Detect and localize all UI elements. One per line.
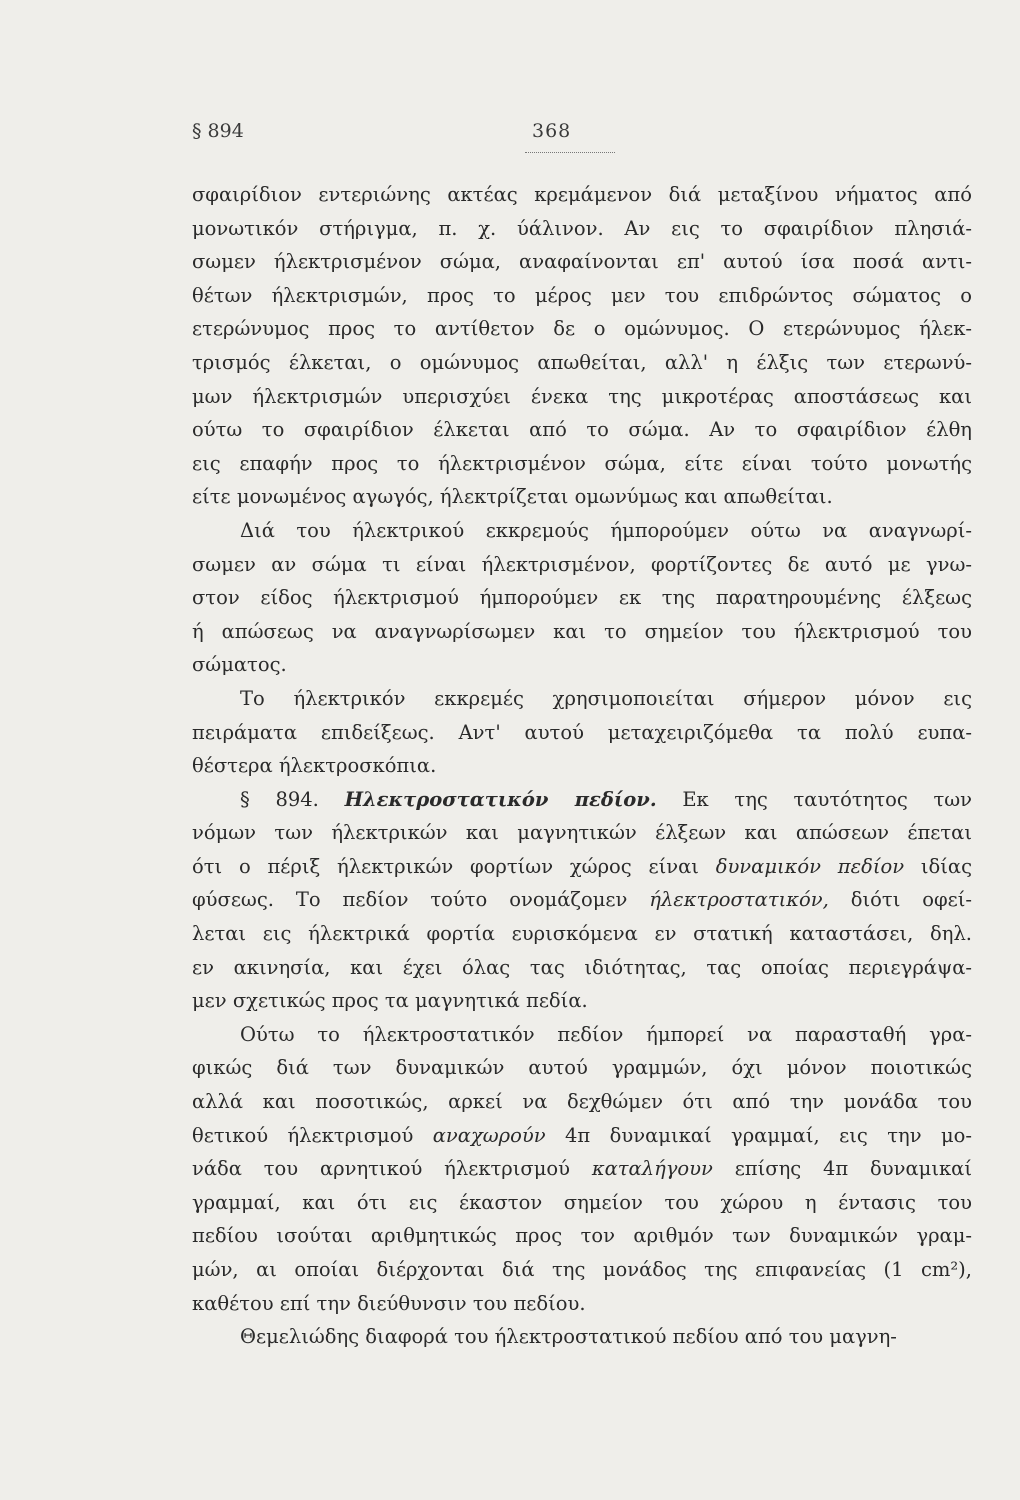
text-line: ούτω το σφαιρίδιον έλκεται από το σώμα. Αν το σφαιρίδιον έλθη bbox=[192, 418, 972, 442]
text-line: σωμεν αν σώμα τι είναι ήλεκτρισμένον, φορτίζοντες δε αυτό με γνω- bbox=[192, 552, 972, 576]
running-header bbox=[192, 120, 972, 160]
body-text bbox=[192, 178, 972, 1354]
text-line: σώματος. bbox=[192, 653, 287, 677]
text-line: είτε μονωμένος αγωγός, ήλεκτρίζεται ομωνύμως και απωθείται. bbox=[192, 485, 833, 509]
text-line: πεδίου ισούται αριθμητικώς προς τον αριθμόν των δυναμικών γραμ- bbox=[192, 1224, 972, 1248]
text-fragment: ιδίας bbox=[904, 854, 972, 878]
emphasis: καταλήγουν bbox=[591, 1157, 713, 1181]
text-line: τρισμός έλκεται, ο ομώνυμος απωθείται, αλλ' η έλξις των ετερωνύ- bbox=[192, 350, 972, 374]
text-line: μονωτικόν στήριγμα, π. χ. ύάλινον. Αν εις το σφαιρίδιον πλησιά- bbox=[192, 216, 972, 240]
text-fragment: νάδα του αρνητικού ήλεκτρισμού bbox=[192, 1157, 592, 1181]
text-line: στον είδος ήλεκτρισμού ήμπορούμεν εκ της παρατηρουμένης έλξεως bbox=[192, 586, 972, 610]
text-line: μων ήλεκτρισμών υπερισχύει ένεκα της μικροτέρας αποστάσεως και bbox=[192, 384, 972, 408]
emphasis: αναχωρούν bbox=[432, 1123, 546, 1147]
text-fragment: φύσεως. Το πεδίον τούτο ονομάζομεν bbox=[192, 888, 650, 912]
text-line: Ούτω το ήλεκτροστατικόν πεδίον ήμπορεί να παρασταθή γρα- bbox=[240, 1022, 972, 1046]
text-line bbox=[192, 883, 972, 917]
text-line: μεν σχετικώς προς τα μαγνητικά πεδία. bbox=[192, 989, 588, 1013]
page-number: 368 bbox=[532, 120, 572, 142]
text-fragment: 4π δυναμικαί γραμμαί, εις την μο- bbox=[545, 1123, 972, 1147]
text-line: ή απώσεως να αναγνωρίσωμεν και το σημείον του ήλεκτρισμού του bbox=[192, 619, 972, 643]
text-line bbox=[192, 850, 972, 884]
text-fragment: ότι ο πέριξ ήλεκτρικών φορτίων χώρος είναι bbox=[192, 854, 716, 878]
text-line: σωμεν ήλεκτρισμένον σώμα, αναφαίνονται επ' αυτού ίσα ποσά αντι- bbox=[192, 250, 972, 274]
section-reference: § 894 bbox=[192, 120, 244, 142]
text-fragment: Εκ της ταυτότητος των bbox=[656, 787, 972, 811]
text-line: Το ήλεκτρικόν εκκρεμές χρησιμοποιείται σήμερον μόνον εις bbox=[240, 686, 972, 710]
text-line: σφαιρίδιον εντεριώνης ακτέας κρεμάμενον διά μεταξίνου νήματος από bbox=[192, 183, 972, 206]
page-number-rule bbox=[525, 152, 615, 153]
text-line: θέτων ήλεκτρισμών, προς το μέρος μεν του επιδρώντος σώματος ο bbox=[192, 283, 972, 307]
text-line: εν ακινησία, και έχει όλας τας ιδιότητας, τας οποίας περιεγράψα- bbox=[192, 955, 972, 979]
emphasis: ήλεκτροστατικόν, bbox=[649, 888, 829, 912]
text-line: νόμων των ήλεκτρικών και μαγνητικών έλξεων και απώσεων έπεται bbox=[192, 821, 972, 845]
text-line: μών, αι οποίαι διέρχονται διά της μονάδος της επιφανείας (1 cm²), bbox=[192, 1258, 972, 1281]
text-line: γραμμαί, και ότι εις έκαστον σημείον του χώρου η έντασις του bbox=[192, 1190, 972, 1214]
text-fragment: επίσης 4π δυναμικαί bbox=[712, 1157, 972, 1181]
emphasis: δυναμικόν πεδίον bbox=[715, 854, 905, 878]
text-line: Θεμελιώδης διαφορά του ήλεκτροστατικού πεδίου από του μαγνη- bbox=[240, 1325, 897, 1349]
text-line: πειράματα επιδείξεως. Αντ' αυτού μεταχειριζόμεθα τα πολύ ευπα- bbox=[192, 720, 972, 744]
text-line: λεται εις ήλεκτρικά φορτία ευρισκόμενα εν στατική καταστάσει, δηλ. bbox=[192, 922, 972, 946]
text-line: θέστερα ήλεκτροσκόπια. bbox=[192, 754, 437, 778]
section-number: § 894. bbox=[240, 787, 345, 811]
section-title: Ηλεκτροστατικόν πεδίον. bbox=[344, 787, 657, 811]
text-line: αλλά και ποσοτικώς, αρκεί να δεχθώμεν ότι από την μονάδα του bbox=[192, 1090, 972, 1114]
text-fragment: διότι οφεί- bbox=[828, 888, 972, 912]
text-line: ετερώνυμος προς το αντίθετον δε ο ομώνυμος. Ο ετερώνυμος ήλεκ- bbox=[192, 317, 972, 341]
text-fragment: θετικού ήλεκτρισμού bbox=[192, 1123, 433, 1147]
text-line bbox=[192, 1119, 972, 1153]
text-line: εις επαφήν προς το ήλεκτρισμένον σώμα, είτε είναι τούτο μονωτής bbox=[192, 451, 972, 475]
text-line: Διά του ήλεκτρικού εκκρεμούς ήμπορούμεν ούτω να αναγνωρί- bbox=[240, 518, 972, 542]
text-line bbox=[192, 1152, 972, 1186]
section-heading-line bbox=[192, 783, 972, 817]
text-line: φικώς διά των δυναμικών αυτού γραμμών, όχι μόνον ποιοτικώς bbox=[192, 1056, 972, 1080]
text-line: καθέτου επί την διεύθυνσιν του πεδίου. bbox=[192, 1291, 586, 1315]
